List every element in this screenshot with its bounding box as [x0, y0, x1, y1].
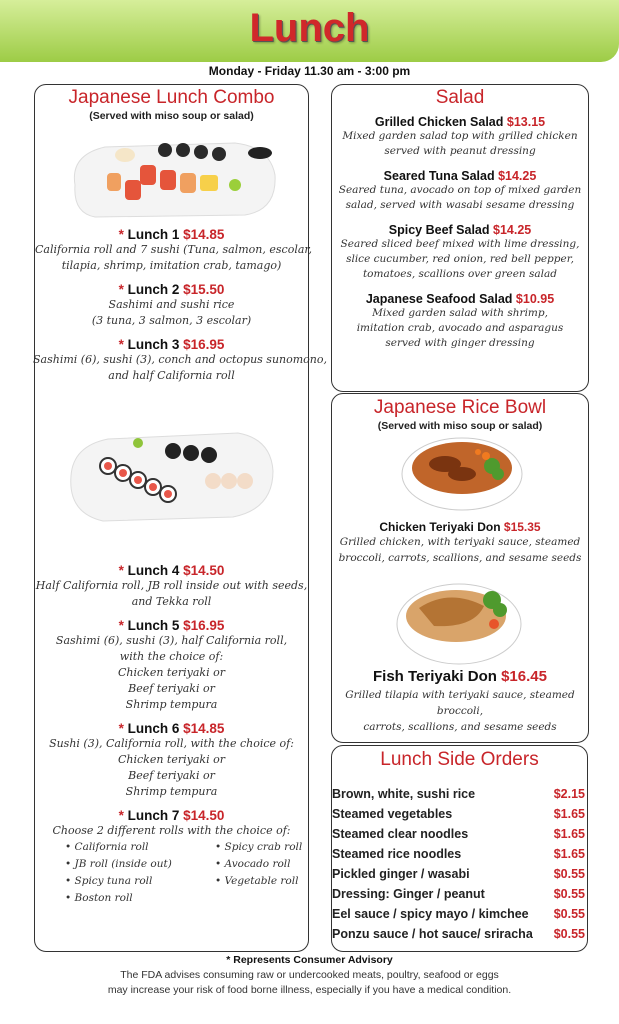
lunch-item: * Lunch 1 $14.85 California roll and 7 sushi (Tuna, salmon, escolar, tilapia, shrimp, imitation crab, tamago): [35, 227, 312, 272]
lunch-item: * Lunch 7 $14.50 Choose 2 different rolls with the choice of:: [52, 808, 291, 837]
consumer-advisory: * Represents Consumer Advisory: [226, 954, 393, 966]
fda-notice-line-2: may increase your risk of food borne illness, especially if you have a medical condition.: [107, 984, 512, 996]
side-order-row: Steamed rice noodles $1.65: [332, 847, 585, 861]
combo-section: [33, 84, 327, 952]
side-order-row: Brown, white, sushi rice $2.15: [332, 787, 585, 801]
lunch-item: * Lunch 5 $16.95 Sashimi (6), sushi (3), half California roll, with the choice of: Chicken teriyaki or Beef teriyaki or Shrimp tempura: [55, 618, 288, 711]
side-order-row: Eel sauce / spicy mayo / kimchee $0.55: [332, 907, 585, 921]
page-title: Lunch: [249, 6, 370, 50]
rice-title: Japanese Rice Bowl: [373, 397, 547, 418]
roll-choices: • California roll • Spicy crab roll • JB roll (inside out) • Avocado roll • Spicy tuna roll • Vegetable roll • Boston roll: [65, 841, 303, 904]
sides-title: Lunch Side Orders: [380, 749, 539, 770]
sushi-plate-image: [65, 125, 280, 225]
lunch-list-bottom: [35, 563, 308, 907]
combo-subtitle: (Served with miso soup or salad): [89, 110, 254, 122]
lunch-item: * Lunch 2 $15.50 Sashimi and sushi rice (3 tuna, 3 salmon, 3 escolar): [91, 282, 252, 327]
salad-item: Spicy Beef Salad $14.25 Seared sliced beef mixed with lime dressing, slice cucumber, red onion, red bell pepper, tomatoes, scallions over green salad: [340, 223, 580, 280]
rice-bowl-section: [331, 393, 589, 743]
salad-item: Japanese Seafood Salad $10.95 Mixed garden salad with shrimp, imitation crab, avocado and asparagus served with ginger dressing: [356, 292, 564, 349]
rice-subtitle: (Served with miso soup or salad): [377, 420, 543, 432]
rice-item: Fish Teriyaki Don $16.45 Grilled tilapia with teriyaki sauce, steamed broccoli, carrots, scallions, and sesame seeds: [345, 668, 575, 733]
side-order-row: Steamed vegetables $1.65: [332, 807, 585, 821]
combo-title: Japanese Lunch Combo: [68, 87, 275, 108]
header-banner: [0, 0, 619, 62]
salad-item: Grilled Chicken Salad $13.15 Mixed garden salad top with grilled chicken served with peanut dressing: [342, 115, 578, 157]
lunch-item: * Lunch 6 $14.85 Sushi (3), California roll, with the choice of: Chicken teriyaki or Beef teriyaki or Shrimp tempura: [49, 721, 294, 798]
side-order-row: Ponzu sauce / hot sauce/ sriracha $0.55: [332, 927, 585, 941]
hours-text: Monday - Friday 11.30 am - 3:00 pm: [208, 64, 411, 78]
rice-item: Chicken Teriyaki Don $15.35 Grilled chicken, with teriyaki sauce, steamed broccoli, carrots, scallions, and sesame seeds: [338, 520, 582, 564]
salad-item: Seared Tuna Salad $14.25 Seared tuna, avocado on top of mixed garden salad, served with wasabi sesame dressing: [338, 169, 582, 211]
sushi-roll-plate-image: [63, 421, 278, 526]
chicken-bowl-image: [400, 434, 524, 512]
fish-bowl-image: [394, 578, 524, 666]
lunch-item: * Lunch 3 $16.95 Sashimi (6), sushi (3), conch and octopus sunomono, and half California roll: [33, 337, 327, 382]
side-order-row: Steamed clear noodles $1.65: [332, 827, 585, 841]
fda-notice-line-1: The FDA advises consuming raw or undercooked meats, poultry, seafood or eggs: [120, 969, 499, 981]
side-order-list: [332, 784, 585, 944]
side-orders-section: [331, 745, 588, 952]
lunch-list-top: [33, 227, 327, 384]
side-order-row: Pickled ginger / wasabi $0.55: [332, 867, 585, 881]
salad-title: Salad: [435, 87, 485, 108]
side-order-row: Dressing: Ginger / peanut $0.55: [332, 887, 585, 901]
salad-section: [331, 84, 589, 392]
lunch-item: * Lunch 4 $14.50 Half California roll, JB roll inside out with seeds, and Tekka roll: [35, 563, 308, 608]
